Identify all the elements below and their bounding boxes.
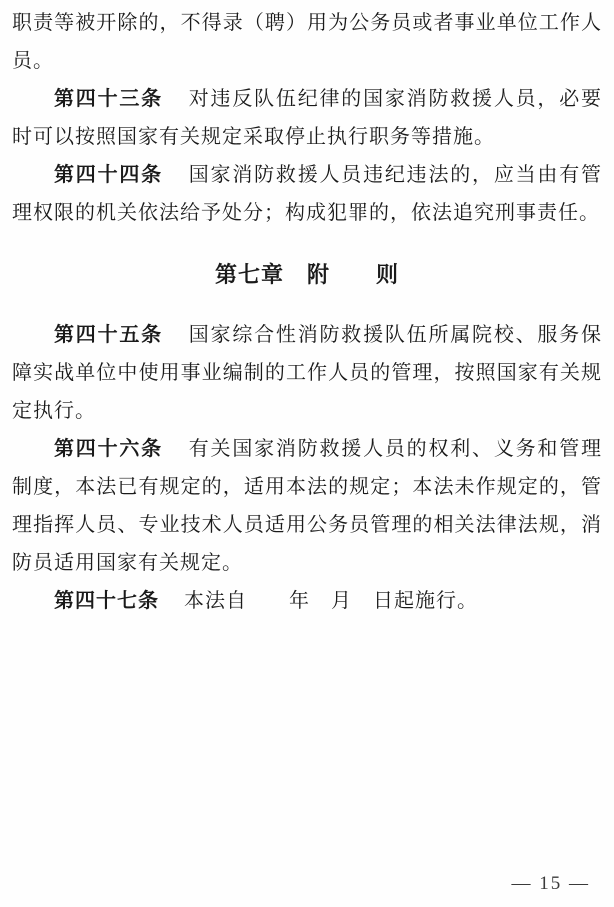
document-body [12, 4, 602, 620]
article-45-number: 第四十五条 [54, 324, 163, 346]
article-47-text: 本法自 年 月 日起施行。 [184, 590, 478, 612]
article-43-paragraph [12, 80, 602, 156]
article-44-paragraph [12, 156, 602, 232]
paragraph-continuation [12, 4, 602, 80]
page-number: — 15 — [511, 873, 590, 894]
article-46-paragraph [12, 430, 602, 582]
article-43-text: 对违反队伍纪律的国家消防救援人员，必要时可以按照国家有关规定采取停止执行职务等措施。 [12, 88, 603, 148]
chapter-7-heading: 第七章 附 则 [214, 262, 399, 287]
article-47-paragraph [12, 582, 602, 620]
article-43-number: 第四十三条 [54, 88, 163, 110]
article-46-number: 第四十六条 [54, 438, 163, 460]
article-45-paragraph [12, 316, 602, 430]
article-44-text: 国家消防救援人员违纪违法的，应当由有管理权限的机关依法给予处分；构成犯罪的，依法追究刑事责任。 [12, 164, 603, 224]
article-46-text: 有关国家消防救援人员的权利、义务和管理制度，本法已有规定的，适用本法的规定；本法未作规定的，管理指挥人员、专业技术人员适用公务员管理的相关法律法规，消防员适用国家有关规定。 [12, 438, 603, 574]
article-47-number: 第四十七条 [54, 590, 159, 612]
article-45-text: 国家综合性消防救援队伍所属院校、服务保障实战单位中使用事业编制的工作人员的管理，按照国家有关规定执行。 [12, 324, 603, 422]
article-44-number: 第四十四条 [54, 164, 163, 186]
paragraph-text: 职责等被开除的，不得录（聘）用为公务员或者事业单位工作人员。 [12, 12, 602, 72]
